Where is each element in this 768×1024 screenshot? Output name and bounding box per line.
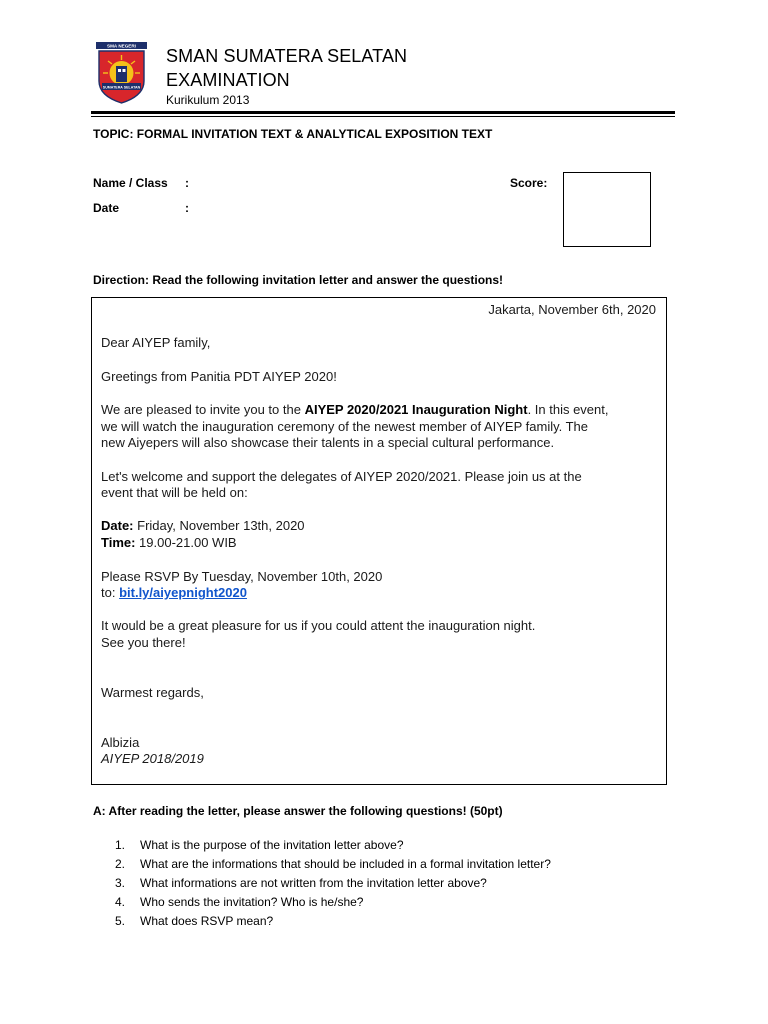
rsvp-line: Please RSVP By Tuesday, November 10th, 2020 — [101, 569, 383, 584]
event-date-label: Date: — [101, 518, 134, 533]
question-item — [115, 912, 551, 931]
question-number: 2. — [115, 857, 126, 871]
school-crest-logo — [94, 41, 149, 107]
sender-organization: AIYEP 2018/2019 — [101, 751, 204, 766]
letter-regards: Warmest regards, — [101, 685, 204, 700]
question-item — [115, 893, 551, 912]
logo-text-top: SMA NEGERI — [107, 43, 136, 49]
question-number: 4. — [115, 895, 126, 909]
letter-salutation: Dear AIYEP family, — [101, 335, 211, 350]
question-text: What is the purpose of the invitation letter above? — [140, 838, 404, 852]
name-class-label: Name / Class — [93, 176, 168, 190]
letter-paragraph-1-line-3: new Aiyepers will also showcase their talents in a special cultural performance. — [101, 435, 555, 450]
section-a-heading: A: After reading the letter, please answer the following questions! (50pt) — [93, 804, 503, 818]
question-text: Who sends the invitation? Who is he/she? — [140, 895, 364, 909]
event-time-line — [101, 535, 237, 552]
event-time-value: 19.00-21.00 WIB — [135, 535, 237, 550]
invitation-letter — [91, 297, 667, 785]
date-label: Date — [93, 201, 120, 215]
topic-heading: TOPIC: FORMAL INVITATION TEXT & ANALYTICAL EXPOSITION TEXT — [93, 127, 493, 141]
direction-text: Direction: Read the following invitation letter and answer the questions! — [93, 273, 504, 287]
header-divider-thin — [91, 116, 675, 117]
letter-paragraph-2-line-2: event that will be held on: — [101, 485, 248, 500]
closing-line-2: See you there! — [101, 635, 186, 650]
letter-paragraph-1-line-1 — [101, 402, 609, 419]
rsvp-link[interactable]: bit.ly/aiyepnight2020 — [119, 585, 247, 600]
question-text: What informations are not written from the invitation letter above? — [140, 876, 487, 890]
question-list — [115, 836, 551, 931]
question-text: What does RSVP mean? — [140, 914, 274, 928]
letter-paragraph-1-line-2: we will watch the inauguration ceremony of the newest member of AIYEP family. The — [101, 419, 589, 434]
score-label: Score: — [510, 176, 548, 190]
p1-text-before: We are pleased to invite you to the — [101, 402, 305, 417]
curriculum-label: Kurikulum 2013 — [166, 93, 250, 107]
p1-text-after: . In this event, — [527, 402, 609, 417]
question-item — [115, 874, 551, 893]
header-divider-thick — [91, 111, 675, 114]
rsvp-link-line — [101, 585, 247, 602]
letter-greeting: Greetings from Panitia PDT AIYEP 2020! — [101, 369, 337, 384]
question-item — [115, 836, 551, 855]
letter-date: Jakarta, November 6th, 2020 — [488, 302, 656, 317]
closing-line-1: It would be a great pleasure for us if you could attent the inauguration night. — [101, 618, 536, 633]
school-name: SMAN SUMATERA SELATAN — [166, 46, 408, 66]
letter-paragraph-2-line-1: Let's welcome and support the delegates of AIYEP 2020/2021. Please join us at the — [101, 469, 582, 484]
question-number: 1. — [115, 838, 126, 852]
name-class-colon: : — [185, 176, 189, 190]
event-name: AIYEP 2020/2021 Inauguration Night — [304, 402, 528, 417]
question-text: What are the informations that should be included in a formal invitation letter? — [140, 857, 551, 871]
event-time-label: Time: — [101, 535, 136, 550]
question-item — [115, 855, 551, 874]
rsvp-to-label: to: — [101, 585, 120, 600]
date-colon: : — [185, 201, 189, 215]
sender-name: Albizia — [101, 735, 140, 750]
question-number: 5. — [115, 914, 126, 928]
question-number: 3. — [115, 876, 126, 890]
score-box — [563, 172, 651, 247]
event-date-line — [101, 518, 305, 535]
exam-title: EXAMINATION — [166, 70, 290, 90]
event-date-value: Friday, November 13th, 2020 — [133, 518, 305, 533]
logo-text-bottom: SUMATERA SELATAN — [102, 85, 141, 90]
